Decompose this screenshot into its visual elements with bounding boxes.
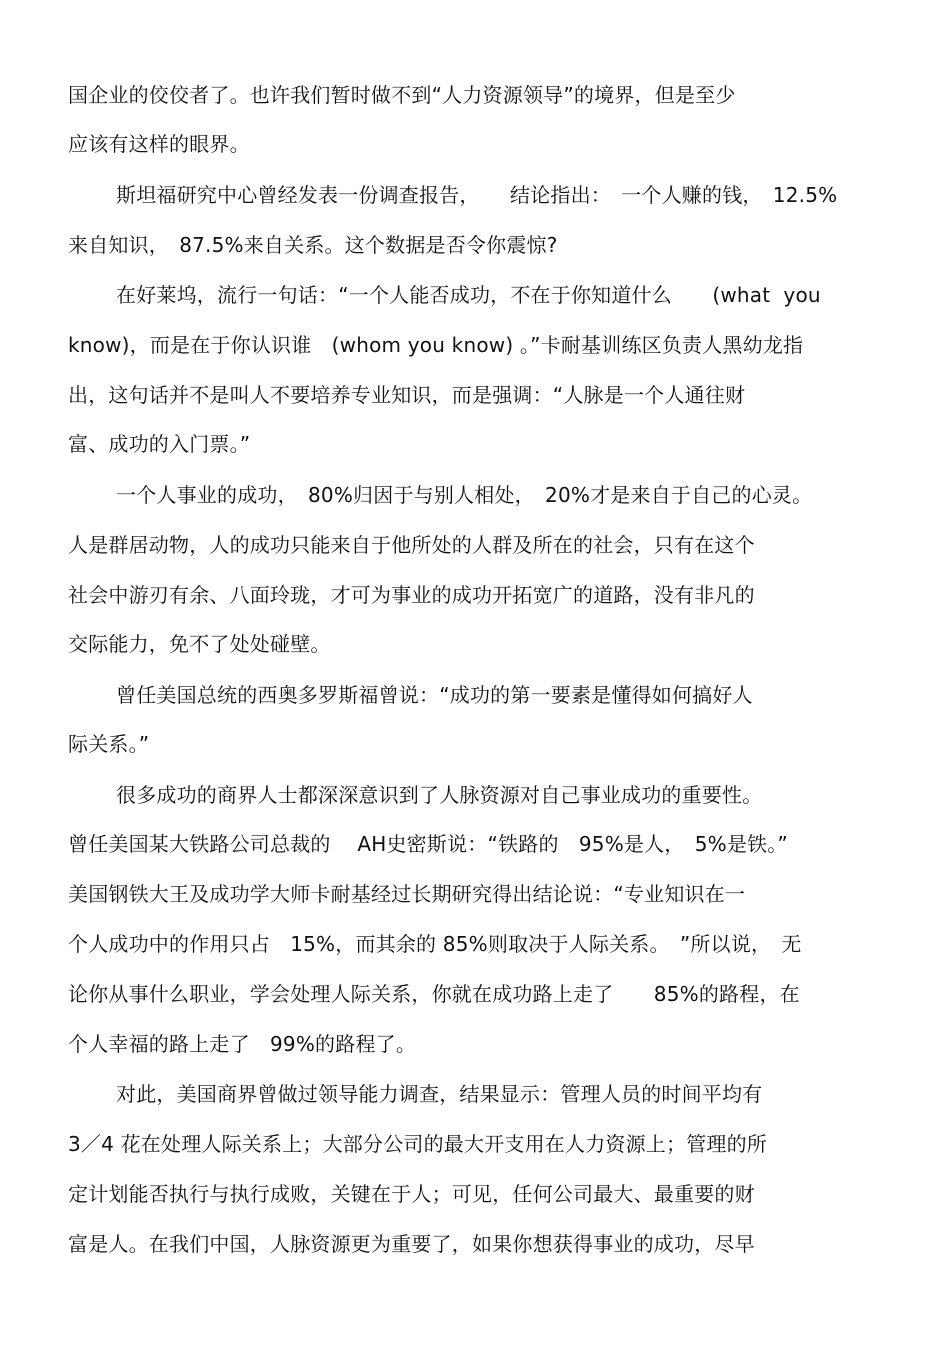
text-line: 对此，美国商界曾做过领导能力调查，结果显示：管理人员的时间平均有 xyxy=(116,1082,763,1106)
text-line: 斯坦福研究中心曾经发表一份调查报告， 结论指出： 一个人赚的钱， 12.5% xyxy=(116,183,838,207)
text-line: 富是人。在我们中国，人脉资源更为重要了，如果你想获得事业的成功，尽早 xyxy=(68,1232,755,1256)
text-line: 美国钢铁大王及成功学大师卡耐基经过长期研究得出结论说：“专业知识在一 xyxy=(68,882,746,906)
text-line: 个人成功中的作用只占 15%，而其余的 85%则取决于人际关系。 ”所以说， 无 xyxy=(68,932,802,956)
text-line: 一个人事业的成功， 80%归因于与别人相处， 20%才是来自于自己的心灵。 xyxy=(116,483,813,507)
text-line: 来自知识， 87.5%来自关系。这个数据是否令你震惊? xyxy=(68,233,558,257)
text-line: know)，而是在于你认识谁 (whom you know) 。”卡耐基训练区负责人黑幼龙指 xyxy=(68,333,804,357)
text-line: 在好莱坞，流行一句话：“一个人能否成功，不在于你知道什么 (what you xyxy=(116,283,821,307)
text-line: 际关系。” xyxy=(68,732,150,756)
text-line: 国企业的佼佼者了。也许我们暂时做不到“人力资源领导”的境界，但是至少 xyxy=(68,83,736,107)
text-line: 曾任美国某大铁路公司总裁的 AH史密斯说：“铁路的 95%是人， 5%是铁。” xyxy=(68,832,788,856)
text-line: 个人幸福的路上走了 99%的路程了。 xyxy=(68,1032,417,1056)
text-line: 3／4 花在处理人际关系上；大部分公司的最大开支用在人力资源上；管理的所 xyxy=(68,1132,768,1156)
text-line: 出，这句话并不是叫人不要培养专业知识，而是强调：“人脉是一个人通往财 xyxy=(68,383,746,407)
text-line: 应该有这样的眼界。 xyxy=(68,132,250,156)
text-line: 很多成功的商界人士都深深意识到了人脉资源对自己事业成功的重要性。 xyxy=(116,783,763,807)
text-line: 社会中游刃有余、八面玲珑，才可为事业的成功开拓宽广的道路，没有非凡的 xyxy=(68,583,755,607)
text-line: 富、成功的入门票。” xyxy=(68,432,251,456)
text-line: 曾任美国总统的西奥多罗斯福曾说：“成功的第一要素是懂得如何搞好人 xyxy=(116,683,753,707)
text-line: 人是群居动物，人的成功只能来自于他所处的人群及所在的社会，只有在这个 xyxy=(68,533,755,557)
text-line: 论你从事什么职业，学会处理人际关系，你就在成功路上走了 85%的路程，在 xyxy=(68,982,800,1006)
text-line: 交际能力，免不了处处碰壁。 xyxy=(68,632,331,656)
text-line: 定计划能否执行与执行成败，关键在于人；可见，任何公司最大、最重要的财 xyxy=(68,1182,755,1206)
